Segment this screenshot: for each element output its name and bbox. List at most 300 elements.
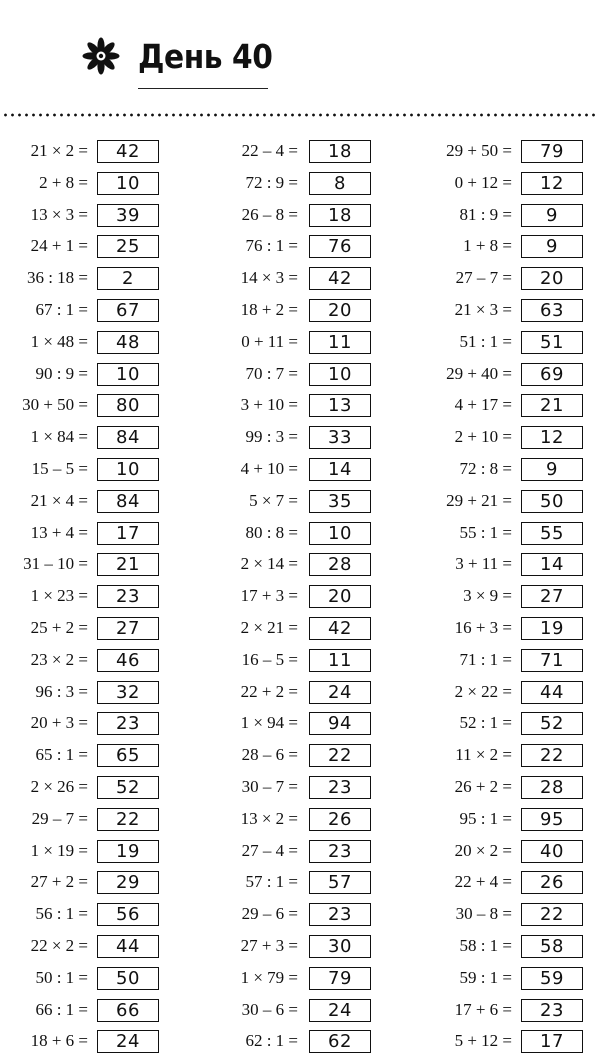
exercise-row <box>0 296 200 324</box>
answer-box[interactable] <box>97 649 159 672</box>
exercise-row <box>212 137 412 165</box>
exercise-row <box>0 837 200 865</box>
answer-box[interactable] <box>97 363 159 386</box>
exercise-row <box>0 996 200 1024</box>
answer-value: 18 <box>328 204 352 226</box>
answer-value: 23 <box>328 840 352 862</box>
answer-box[interactable] <box>97 331 159 354</box>
exercise-row <box>0 455 200 483</box>
exercise-expression: 0 + 12 = <box>454 172 512 192</box>
exercise-row <box>0 169 200 197</box>
answer-box[interactable] <box>97 967 159 990</box>
exercise-row <box>212 964 412 992</box>
exercise-row <box>212 1027 412 1055</box>
exercise-row <box>424 678 599 706</box>
answer-value: 9 <box>546 204 558 226</box>
answer-box[interactable] <box>97 808 159 831</box>
answer-box[interactable] <box>97 840 159 863</box>
exercise-expression: 29 – 7 = <box>31 808 88 828</box>
answer-value: 20 <box>328 586 352 608</box>
exercise-expression: 13 × 3 = <box>30 204 88 224</box>
answer-box[interactable] <box>309 267 371 290</box>
exercise-expression: 21 × 2 = <box>30 141 88 160</box>
answer-box[interactable] <box>309 426 371 449</box>
exercise-row <box>212 423 412 451</box>
answer-value: 42 <box>328 618 352 639</box>
answer-value: 65 <box>116 745 140 767</box>
answer-box[interactable] <box>521 394 583 417</box>
answer-box[interactable] <box>309 1030 371 1053</box>
answer-value: 23 <box>540 999 564 1021</box>
exercise-row <box>424 169 599 197</box>
answer-value: 56 <box>116 904 140 926</box>
answer-box[interactable] <box>97 204 159 227</box>
exercise-expression: 24 + 1 = <box>30 236 88 256</box>
answer-box[interactable] <box>521 331 583 354</box>
exercise-row <box>0 582 200 610</box>
answer-box[interactable] <box>97 172 159 195</box>
answer-value: 27 <box>116 618 140 639</box>
answer-box[interactable] <box>97 458 159 481</box>
exercise-expression: 22 – 4 = <box>241 141 298 160</box>
exercise-expression: 67 : 1 = <box>35 300 88 319</box>
exercise-expression: 22 × 2 = <box>30 936 88 955</box>
exercise-expression: 65 : 1 = <box>35 745 88 765</box>
answer-box[interactable] <box>97 681 159 704</box>
exercise-expression: 16 – 5 = <box>241 649 298 669</box>
answer-box[interactable] <box>309 808 371 831</box>
exercise-row <box>424 519 599 547</box>
answer-box[interactable] <box>521 235 583 258</box>
exercise-expression: 22 + 4 = <box>454 872 512 892</box>
answer-box[interactable] <box>97 744 159 767</box>
answer-box[interactable] <box>309 776 371 799</box>
answer-value: 24 <box>328 681 352 703</box>
answer-box[interactable] <box>97 235 159 258</box>
answer-box[interactable] <box>521 712 583 735</box>
answer-box[interactable] <box>309 967 371 990</box>
answer-box[interactable] <box>97 903 159 926</box>
answer-value: 18 <box>328 141 352 162</box>
answer-value: 9 <box>546 459 558 480</box>
exercise-expression: 23 × 2 = <box>30 649 88 669</box>
exercise-row <box>0 519 200 547</box>
answer-box[interactable] <box>521 617 583 640</box>
exercise-row <box>212 837 412 865</box>
answer-value: 46 <box>116 649 140 671</box>
answer-box[interactable] <box>521 840 583 863</box>
exercise-row <box>212 455 412 483</box>
answer-value: 80 <box>116 395 140 417</box>
exercise-expression: 21 × 4 = <box>30 490 88 510</box>
exercise-expression: 2 × 14 = <box>240 554 298 574</box>
answer-box[interactable] <box>521 426 583 449</box>
answer-value: 17 <box>116 522 140 544</box>
answer-box[interactable] <box>309 204 371 227</box>
exercise-expression: 18 + 6 = <box>30 1031 88 1051</box>
answer-box[interactable] <box>521 967 583 990</box>
exercise-row <box>0 328 200 356</box>
page-header <box>0 0 599 110</box>
exercise-expression: 55 : 1 = <box>459 522 512 542</box>
answer-box[interactable] <box>521 490 583 513</box>
exercise-expression: 30 – 7 = <box>241 777 298 796</box>
exercise-row <box>424 264 599 292</box>
exercise-row <box>0 360 200 388</box>
exercise-row <box>424 582 599 610</box>
exercise-row <box>212 646 412 674</box>
answer-box[interactable] <box>309 522 371 545</box>
answer-value: 58 <box>540 936 564 957</box>
exercise-expression: 28 – 6 = <box>241 745 298 765</box>
answer-value: 66 <box>116 999 140 1021</box>
exercise-expression: 29 + 50 = <box>446 141 512 160</box>
exercise-row <box>212 201 412 229</box>
answer-box[interactable] <box>521 458 583 481</box>
answer-box[interactable] <box>521 649 583 672</box>
exercise-expression: 36 : 18 = <box>26 268 88 288</box>
exercise-row <box>424 232 599 260</box>
answer-box[interactable] <box>97 426 159 449</box>
exercise-row <box>424 932 599 960</box>
answer-box[interactable] <box>97 553 159 576</box>
answer-box[interactable] <box>521 681 583 704</box>
answer-value: 27 <box>540 586 564 608</box>
exercise-expression: 52 : 1 = <box>459 713 512 733</box>
answer-box[interactable] <box>521 1030 583 1053</box>
answer-value: 44 <box>116 936 140 957</box>
exercise-expression: 25 + 2 = <box>30 618 88 637</box>
answer-box[interactable] <box>97 617 159 640</box>
exercise-expression: 1 × 19 = <box>30 840 88 860</box>
answer-value: 22 <box>540 745 564 767</box>
answer-value: 24 <box>116 1031 140 1053</box>
answer-value: 30 <box>328 936 352 957</box>
exercise-expression: 71 : 1 = <box>459 649 512 669</box>
answer-box[interactable] <box>521 204 583 227</box>
exercise-row <box>212 487 412 515</box>
answer-value: 57 <box>328 872 352 894</box>
exercise-expression: 1 + 8 = <box>463 236 512 256</box>
exercise-row <box>0 773 200 801</box>
answer-value: 40 <box>540 840 564 862</box>
answer-box[interactable] <box>309 712 371 735</box>
answer-value: 17 <box>540 1031 564 1053</box>
exercise-expression: 4 + 17 = <box>454 395 512 415</box>
answer-box[interactable] <box>309 744 371 767</box>
answer-value: 19 <box>116 840 140 862</box>
exercise-row <box>0 264 200 292</box>
exercise-row <box>212 614 412 642</box>
answer-box[interactable] <box>309 458 371 481</box>
exercise-row <box>0 550 200 578</box>
answer-box[interactable] <box>521 363 583 386</box>
exercise-row <box>212 868 412 896</box>
exercise-row <box>424 646 599 674</box>
answer-box[interactable] <box>309 235 371 258</box>
exercise-row <box>212 519 412 547</box>
exercise-row <box>0 868 200 896</box>
exercise-row <box>0 201 200 229</box>
answer-box[interactable] <box>521 871 583 894</box>
exercise-expression: 5 × 7 = <box>249 490 298 510</box>
answer-box[interactable] <box>309 649 371 672</box>
answer-value: 21 <box>116 554 140 576</box>
exercise-expression: 57 : 1 = <box>245 872 298 892</box>
exercise-expression: 56 : 1 = <box>35 904 88 924</box>
exercise-expression: 2 + 10 = <box>454 427 512 447</box>
exercise-expression: 22 + 2 = <box>240 681 298 701</box>
answer-box[interactable] <box>97 712 159 735</box>
answer-box[interactable] <box>309 140 371 163</box>
answer-value: 23 <box>328 904 352 926</box>
answer-box[interactable] <box>521 140 583 163</box>
answer-box[interactable] <box>309 903 371 926</box>
exercise-grid <box>0 137 599 1057</box>
answer-box[interactable] <box>309 840 371 863</box>
exercise-row <box>424 900 599 928</box>
answer-value: 10 <box>116 459 140 480</box>
answer-box[interactable] <box>309 553 371 576</box>
answer-box[interactable] <box>97 140 159 163</box>
answer-value: 44 <box>540 681 564 703</box>
exercise-expression: 3 + 11 = <box>455 554 512 574</box>
exercise-expression: 27 – 4 = <box>241 840 298 860</box>
exercise-expression: 2 × 21 = <box>240 618 298 637</box>
answer-box[interactable] <box>309 585 371 608</box>
answer-box[interactable] <box>97 871 159 894</box>
exercise-expression: 81 : 9 = <box>459 204 512 224</box>
exercise-expression: 27 + 2 = <box>30 872 88 892</box>
answer-value: 48 <box>116 331 140 353</box>
exercise-expression: 80 : 8 = <box>245 522 298 542</box>
answer-value: 10 <box>328 522 352 544</box>
exercise-row <box>212 741 412 769</box>
exercise-row <box>0 741 200 769</box>
exercise-row <box>212 932 412 960</box>
answer-box[interactable] <box>97 776 159 799</box>
exercise-row <box>424 328 599 356</box>
answer-box[interactable] <box>97 267 159 290</box>
answer-value: 67 <box>116 300 140 321</box>
exercise-expression: 0 + 11 = <box>241 331 298 351</box>
exercise-row <box>212 264 412 292</box>
exercise-row <box>212 391 412 419</box>
exercise-expression: 72 : 9 = <box>245 172 298 192</box>
answer-box[interactable] <box>97 522 159 545</box>
exercise-row <box>212 900 412 928</box>
answer-value: 69 <box>540 363 564 385</box>
exercise-expression: 1 × 23 = <box>30 586 88 606</box>
exercise-row <box>424 614 599 642</box>
answer-box[interactable] <box>309 681 371 704</box>
exercise-expression: 76 : 1 = <box>245 236 298 256</box>
exercise-row <box>0 232 200 260</box>
exercise-expression: 58 : 1 = <box>459 936 512 955</box>
answer-value: 14 <box>328 459 352 480</box>
answer-value: 84 <box>116 490 140 512</box>
exercise-expression: 26 + 2 = <box>454 777 512 796</box>
exercise-row <box>0 932 200 960</box>
exercise-row <box>424 550 599 578</box>
exercise-row <box>424 709 599 737</box>
answer-value: 20 <box>540 268 564 290</box>
answer-box[interactable] <box>97 935 159 958</box>
answer-box[interactable] <box>309 331 371 354</box>
exercise-row <box>424 868 599 896</box>
answer-value: 10 <box>328 363 352 385</box>
exercise-row <box>424 1027 599 1055</box>
answer-box[interactable] <box>309 394 371 417</box>
answer-box[interactable] <box>521 585 583 608</box>
answer-value: 23 <box>116 586 140 608</box>
answer-value: 25 <box>116 236 140 258</box>
exercise-expression: 99 : 3 = <box>245 427 298 447</box>
asterisk-flower-icon <box>82 37 120 75</box>
dotted-divider <box>0 113 599 117</box>
exercise-row <box>424 423 599 451</box>
exercise-row <box>212 550 412 578</box>
exercise-row <box>0 1027 200 1055</box>
exercise-expression: 20 × 2 = <box>454 840 512 860</box>
answer-value: 9 <box>546 236 558 258</box>
answer-box[interactable] <box>521 299 583 322</box>
answer-value: 52 <box>540 713 564 735</box>
exercise-row <box>0 391 200 419</box>
answer-box[interactable] <box>309 935 371 958</box>
answer-box[interactable] <box>97 999 159 1022</box>
answer-box[interactable] <box>521 267 583 290</box>
answer-box[interactable] <box>309 617 371 640</box>
page-title: День 40 <box>138 37 273 76</box>
exercise-row <box>424 996 599 1024</box>
answer-value: 28 <box>328 554 352 576</box>
answer-value: 55 <box>540 522 564 544</box>
answer-value: 2 <box>122 268 134 290</box>
exercise-expression: 13 + 4 = <box>30 522 88 542</box>
answer-box[interactable] <box>309 363 371 386</box>
answer-box[interactable] <box>309 999 371 1022</box>
answer-value: 63 <box>540 300 564 321</box>
answer-value: 11 <box>328 649 352 671</box>
exercise-expression: 3 × 9 = <box>463 586 512 606</box>
exercise-expression: 11 × 2 = <box>455 745 512 765</box>
answer-box[interactable] <box>309 490 371 513</box>
answer-box[interactable] <box>97 1030 159 1053</box>
exercise-expression: 17 + 6 = <box>454 999 512 1019</box>
answer-box[interactable] <box>97 490 159 513</box>
answer-box[interactable] <box>521 935 583 958</box>
answer-box[interactable] <box>97 299 159 322</box>
exercise-row <box>0 709 200 737</box>
exercise-expression: 1 × 94 = <box>240 713 298 733</box>
exercise-expression: 1 × 84 = <box>30 427 88 447</box>
answer-value: 11 <box>328 331 352 353</box>
answer-box[interactable] <box>521 999 583 1022</box>
answer-box[interactable] <box>521 172 583 195</box>
exercise-expression: 50 : 1 = <box>35 967 88 987</box>
exercise-expression: 1 × 79 = <box>240 967 298 987</box>
exercise-expression: 14 × 3 = <box>240 268 298 288</box>
answer-value: 21 <box>540 395 564 417</box>
answer-box[interactable] <box>521 808 583 831</box>
answer-value: 95 <box>540 808 564 830</box>
answer-value: 84 <box>116 427 140 449</box>
answer-box[interactable] <box>521 553 583 576</box>
exercise-row <box>424 455 599 483</box>
exercise-row <box>212 996 412 1024</box>
answer-value: 42 <box>116 141 140 162</box>
answer-value: 35 <box>328 490 352 512</box>
exercise-expression: 17 + 3 = <box>240 586 298 606</box>
exercise-expression: 29 + 21 = <box>446 490 512 510</box>
answer-value: 76 <box>328 236 352 258</box>
answer-value: 29 <box>116 872 140 894</box>
exercise-expression: 29 + 40 = <box>446 363 512 383</box>
exercise-expression: 96 : 3 = <box>35 681 88 701</box>
answer-value: 20 <box>328 300 352 321</box>
exercise-row <box>212 169 412 197</box>
exercise-row <box>424 837 599 865</box>
exercise-row <box>424 391 599 419</box>
answer-value: 22 <box>328 745 352 767</box>
answer-value: 22 <box>540 904 564 926</box>
answer-value: 50 <box>116 967 140 989</box>
answer-value: 28 <box>540 777 564 798</box>
answer-box[interactable] <box>309 172 371 195</box>
exercise-expression: 16 + 3 = <box>454 618 512 637</box>
answer-value: 10 <box>116 172 140 194</box>
exercise-row <box>212 773 412 801</box>
answer-value: 12 <box>540 427 564 449</box>
answer-value: 23 <box>116 713 140 735</box>
exercise-expression: 21 × 3 = <box>454 300 512 319</box>
answer-box[interactable] <box>309 871 371 894</box>
exercise-expression: 27 – 7 = <box>455 268 512 288</box>
exercise-row <box>424 296 599 324</box>
answer-box[interactable] <box>521 522 583 545</box>
answer-box[interactable] <box>97 585 159 608</box>
answer-box[interactable] <box>309 299 371 322</box>
exercise-row <box>0 137 200 165</box>
answer-box[interactable] <box>97 394 159 417</box>
answer-value: 79 <box>328 967 352 989</box>
exercise-expression: 72 : 8 = <box>459 459 512 478</box>
answer-value: 94 <box>328 713 352 735</box>
exercise-row <box>424 201 599 229</box>
exercise-expression: 95 : 1 = <box>459 808 512 828</box>
answer-value: 19 <box>540 618 564 639</box>
exercise-expression: 2 + 8 = <box>39 172 88 192</box>
answer-box[interactable] <box>521 776 583 799</box>
exercise-expression: 31 – 10 = <box>23 554 88 574</box>
exercise-row <box>424 137 599 165</box>
answer-box[interactable] <box>521 744 583 767</box>
answer-value: 12 <box>540 172 564 194</box>
answer-box[interactable] <box>521 903 583 926</box>
exercise-row <box>212 232 412 260</box>
exercise-expression: 27 + 3 = <box>240 936 298 955</box>
exercise-expression: 59 : 1 = <box>459 967 512 987</box>
exercise-expression: 2 × 26 = <box>30 777 88 796</box>
exercise-row <box>0 678 200 706</box>
exercise-expression: 15 – 5 = <box>31 459 88 478</box>
exercise-row <box>212 805 412 833</box>
answer-value: 26 <box>328 808 352 830</box>
answer-value: 59 <box>540 967 564 989</box>
exercise-row <box>0 423 200 451</box>
exercise-row <box>212 678 412 706</box>
